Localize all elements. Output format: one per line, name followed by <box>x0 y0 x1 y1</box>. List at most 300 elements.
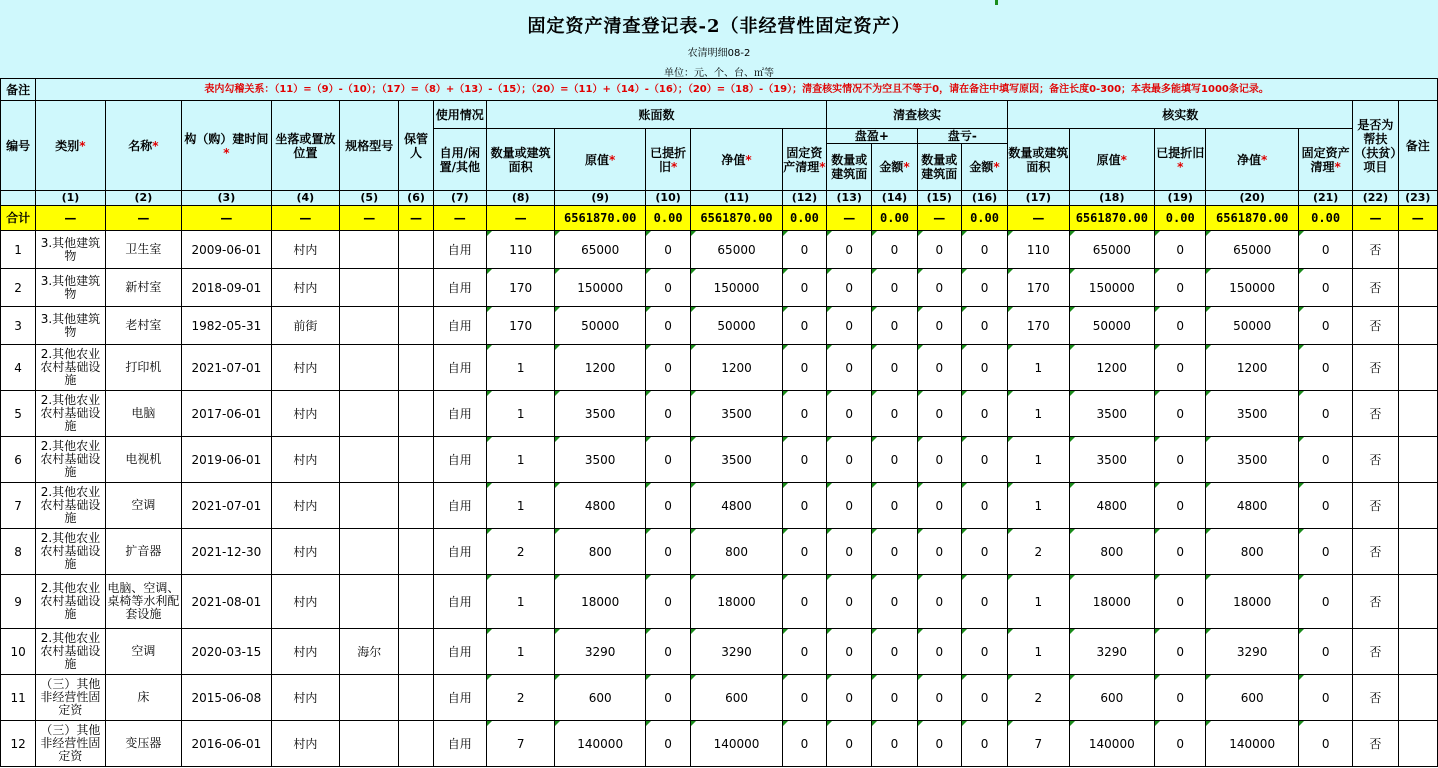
table-cell[interactable]: 0 <box>782 575 826 629</box>
table-cell[interactable] <box>399 629 433 675</box>
table-cell[interactable]: 800 <box>1206 529 1299 575</box>
table-cell[interactable]: 0 <box>645 269 690 307</box>
table-cell[interactable]: 0 <box>1155 269 1206 307</box>
table-cell[interactable]: 0 <box>961 269 1007 307</box>
table-cell[interactable]: 150000 <box>1206 269 1299 307</box>
table-cell[interactable]: 2.其他农业农村基础设施 <box>36 529 105 575</box>
table-cell[interactable]: 0 <box>645 483 690 529</box>
table-cell[interactable]: 50000 <box>691 307 783 345</box>
table-cell[interactable]: 0 <box>1298 483 1352 529</box>
table-cell[interactable]: 0 <box>872 483 917 529</box>
total-cell[interactable]: 6561870.00 <box>1069 206 1155 231</box>
table-cell[interactable] <box>340 307 399 345</box>
table-cell[interactable]: 2021-08-01 <box>182 575 272 629</box>
total-cell[interactable]: — <box>433 206 486 231</box>
table-cell[interactable]: 0 <box>961 437 1007 483</box>
table-cell[interactable]: 村内 <box>271 675 339 721</box>
table-cell[interactable]: 0 <box>1155 391 1206 437</box>
table-cell[interactable]: 0 <box>1298 629 1352 675</box>
table-cell[interactable]: 1 <box>486 483 554 529</box>
table-cell[interactable]: 2.其他农业农村基础设施 <box>36 437 105 483</box>
table-cell[interactable]: 0 <box>1298 529 1352 575</box>
table-cell[interactable]: 0 <box>1298 269 1352 307</box>
table-cell[interactable]: 2020-03-15 <box>182 629 272 675</box>
table-cell[interactable]: 0 <box>782 629 826 675</box>
table-cell[interactable]: 否 <box>1353 483 1398 529</box>
table-cell[interactable] <box>340 269 399 307</box>
total-cell[interactable]: 合计 <box>1 206 36 231</box>
table-cell[interactable]: 4 <box>1 345 36 391</box>
table-cell[interactable]: 0 <box>1155 437 1206 483</box>
table-cell[interactable]: 自用 <box>433 307 486 345</box>
table-cell[interactable]: 村内 <box>271 629 339 675</box>
table-cell[interactable]: 2 <box>486 675 554 721</box>
table-cell[interactable]: 自用 <box>433 231 486 269</box>
table-cell[interactable]: 3 <box>1 307 36 345</box>
table-cell[interactable] <box>399 575 433 629</box>
table-cell[interactable]: 1 <box>1008 437 1069 483</box>
table-cell[interactable] <box>399 675 433 721</box>
table-cell[interactable]: 1 <box>486 575 554 629</box>
table-cell[interactable]: 村内 <box>271 483 339 529</box>
table-cell[interactable]: 新村室 <box>105 269 181 307</box>
table-cell[interactable]: 0 <box>961 629 1007 675</box>
table-cell[interactable] <box>1398 575 1437 629</box>
table-cell[interactable]: 0 <box>917 675 961 721</box>
table-cell[interactable]: 5 <box>1 391 36 437</box>
table-cell[interactable]: 0 <box>782 529 826 575</box>
table-cell[interactable]: 3290 <box>1069 629 1155 675</box>
table-cell[interactable]: 前街 <box>271 307 339 345</box>
table-cell[interactable] <box>399 437 433 483</box>
table-cell[interactable]: 0 <box>1298 391 1352 437</box>
table-cell[interactable]: （三）其他非经营性固定资 <box>36 675 105 721</box>
total-cell[interactable]: — <box>1353 206 1398 231</box>
table-cell[interactable] <box>340 231 399 269</box>
table-cell[interactable]: 18000 <box>1206 575 1299 629</box>
table-cell[interactable]: 2009-06-01 <box>182 231 272 269</box>
table-cell[interactable]: 0 <box>917 721 961 767</box>
table-cell[interactable]: 0 <box>961 575 1007 629</box>
table-cell[interactable]: 2 <box>486 529 554 575</box>
table-cell[interactable] <box>340 675 399 721</box>
table-cell[interactable]: 140000 <box>1206 721 1299 767</box>
total-cell[interactable]: — <box>36 206 105 231</box>
table-cell[interactable]: 否 <box>1353 675 1398 721</box>
table-cell[interactable]: 0 <box>961 345 1007 391</box>
table-cell[interactable]: 0 <box>782 391 826 437</box>
table-cell[interactable]: 2 <box>1 269 36 307</box>
table-cell[interactable]: 否 <box>1353 307 1398 345</box>
table-cell[interactable]: 0 <box>1298 437 1352 483</box>
table-cell[interactable]: 0 <box>645 437 690 483</box>
table-cell[interactable]: 800 <box>1069 529 1155 575</box>
table-cell[interactable]: 0 <box>872 307 917 345</box>
table-cell[interactable]: 18000 <box>1069 575 1155 629</box>
table-cell[interactable]: 50000 <box>1069 307 1155 345</box>
table-cell[interactable]: 65000 <box>1069 231 1155 269</box>
total-cell[interactable]: — <box>486 206 554 231</box>
table-cell[interactable]: 1 <box>1008 629 1069 675</box>
table-cell[interactable]: 0 <box>1298 345 1352 391</box>
table-cell[interactable]: 0 <box>1155 721 1206 767</box>
table-cell[interactable]: 自用 <box>433 675 486 721</box>
table-cell[interactable] <box>1398 721 1437 767</box>
table-cell[interactable]: 1 <box>486 345 554 391</box>
table-cell[interactable]: 否 <box>1353 629 1398 675</box>
table-cell[interactable]: 0 <box>917 529 961 575</box>
table-cell[interactable] <box>399 391 433 437</box>
table-cell[interactable]: 0 <box>827 269 872 307</box>
total-cell[interactable]: — <box>182 206 272 231</box>
table-cell[interactable]: 0 <box>917 391 961 437</box>
table-cell[interactable]: 0 <box>1155 629 1206 675</box>
table-cell[interactable]: 0 <box>917 575 961 629</box>
table-cell[interactable]: 170 <box>486 307 554 345</box>
table-cell[interactable]: 2016-06-01 <box>182 721 272 767</box>
table-cell[interactable]: 村内 <box>271 269 339 307</box>
table-cell[interactable]: 海尔 <box>340 629 399 675</box>
table-cell[interactable] <box>1398 675 1437 721</box>
table-cell[interactable] <box>399 721 433 767</box>
table-cell[interactable]: 0 <box>645 721 690 767</box>
table-cell[interactable]: 电脑、空调、桌椅等水利配套设施 <box>105 575 181 629</box>
table-cell[interactable]: 1982-05-31 <box>182 307 272 345</box>
table-cell[interactable]: 0 <box>782 721 826 767</box>
table-cell[interactable] <box>1398 391 1437 437</box>
total-cell[interactable]: — <box>1398 206 1437 231</box>
table-cell[interactable]: 1 <box>1008 345 1069 391</box>
table-cell[interactable]: 170 <box>1008 307 1069 345</box>
table-cell[interactable]: 1 <box>1008 391 1069 437</box>
table-cell[interactable]: 0 <box>917 307 961 345</box>
table-cell[interactable]: 3500 <box>691 391 783 437</box>
table-cell[interactable]: 4800 <box>555 483 646 529</box>
table-cell[interactable]: 0 <box>917 345 961 391</box>
table-cell[interactable]: 3500 <box>555 391 646 437</box>
total-cell[interactable]: 6561870.00 <box>691 206 783 231</box>
table-cell[interactable]: 村内 <box>271 575 339 629</box>
table-cell[interactable]: 0 <box>872 529 917 575</box>
table-cell[interactable]: 18000 <box>555 575 646 629</box>
table-cell[interactable]: 170 <box>486 269 554 307</box>
table-cell[interactable]: 800 <box>555 529 646 575</box>
table-cell[interactable]: 1 <box>1008 483 1069 529</box>
table-cell[interactable]: 2.其他农业农村基础设施 <box>36 575 105 629</box>
table-cell[interactable]: 0 <box>1155 575 1206 629</box>
table-cell[interactable]: 3500 <box>555 437 646 483</box>
table-cell[interactable]: 否 <box>1353 437 1398 483</box>
table-cell[interactable]: 0 <box>872 629 917 675</box>
table-cell[interactable]: 自用 <box>433 721 486 767</box>
table-cell[interactable] <box>340 483 399 529</box>
table-cell[interactable]: 0 <box>1298 675 1352 721</box>
table-cell[interactable]: 0 <box>645 307 690 345</box>
table-cell[interactable]: 打印机 <box>105 345 181 391</box>
table-cell[interactable]: 3500 <box>1206 437 1299 483</box>
table-cell[interactable] <box>1398 437 1437 483</box>
total-cell[interactable]: — <box>917 206 961 231</box>
table-cell[interactable]: （三）其他非经营性固定资 <box>36 721 105 767</box>
table-cell[interactable]: 0 <box>872 721 917 767</box>
table-cell[interactable]: 600 <box>555 675 646 721</box>
table-cell[interactable]: 12 <box>1 721 36 767</box>
table-cell[interactable]: 0 <box>827 675 872 721</box>
table-cell[interactable]: 3290 <box>555 629 646 675</box>
table-cell[interactable]: 0 <box>827 437 872 483</box>
table-cell[interactable]: 1 <box>486 391 554 437</box>
table-cell[interactable]: 0 <box>782 437 826 483</box>
total-cell[interactable]: 0.00 <box>1298 206 1352 231</box>
table-cell[interactable]: 3290 <box>691 629 783 675</box>
table-cell[interactable]: 7 <box>486 721 554 767</box>
table-cell[interactable]: 9 <box>1 575 36 629</box>
table-cell[interactable]: 1 <box>486 437 554 483</box>
table-cell[interactable] <box>399 231 433 269</box>
table-cell[interactable]: 0 <box>645 345 690 391</box>
table-cell[interactable]: 1200 <box>555 345 646 391</box>
table-cell[interactable]: 3500 <box>1206 391 1299 437</box>
table-cell[interactable]: 8 <box>1 529 36 575</box>
total-cell[interactable]: 0.00 <box>782 206 826 231</box>
table-cell[interactable]: 0 <box>1155 529 1206 575</box>
table-cell[interactable]: 110 <box>1008 231 1069 269</box>
table-cell[interactable]: 0 <box>1155 345 1206 391</box>
table-cell[interactable]: 床 <box>105 675 181 721</box>
total-cell[interactable]: 0.00 <box>872 206 917 231</box>
table-cell[interactable]: 1 <box>486 629 554 675</box>
table-cell[interactable]: 村内 <box>271 437 339 483</box>
table-cell[interactable]: 0 <box>872 575 917 629</box>
table-cell[interactable]: 0 <box>1298 575 1352 629</box>
table-cell[interactable]: 自用 <box>433 629 486 675</box>
table-cell[interactable]: 自用 <box>433 345 486 391</box>
table-cell[interactable]: 0 <box>1298 721 1352 767</box>
total-cell[interactable]: 0.00 <box>645 206 690 231</box>
table-cell[interactable]: 0 <box>827 307 872 345</box>
table-cell[interactable]: 0 <box>827 721 872 767</box>
table-cell[interactable]: 空调 <box>105 483 181 529</box>
table-cell[interactable]: 2018-09-01 <box>182 269 272 307</box>
table-cell[interactable]: 2 <box>1008 675 1069 721</box>
table-cell[interactable]: 140000 <box>555 721 646 767</box>
table-cell[interactable]: 0 <box>782 483 826 529</box>
table-cell[interactable]: 3.其他建筑物 <box>36 269 105 307</box>
table-cell[interactable] <box>1398 483 1437 529</box>
table-cell[interactable]: 10 <box>1 629 36 675</box>
table-cell[interactable]: 0 <box>645 629 690 675</box>
table-cell[interactable]: 3500 <box>1069 437 1155 483</box>
table-cell[interactable]: 150000 <box>691 269 783 307</box>
table-cell[interactable]: 0 <box>917 269 961 307</box>
table-cell[interactable]: 50000 <box>555 307 646 345</box>
table-cell[interactable]: 170 <box>1008 269 1069 307</box>
table-cell[interactable] <box>340 437 399 483</box>
table-cell[interactable]: 0 <box>917 231 961 269</box>
table-cell[interactable]: 村内 <box>271 721 339 767</box>
table-cell[interactable]: 0 <box>1155 483 1206 529</box>
table-cell[interactable]: 0 <box>872 231 917 269</box>
table-cell[interactable]: 自用 <box>433 269 486 307</box>
table-cell[interactable]: 0 <box>961 529 1007 575</box>
table-cell[interactable]: 自用 <box>433 575 486 629</box>
table-cell[interactable]: 电视机 <box>105 437 181 483</box>
table-cell[interactable]: 0 <box>961 675 1007 721</box>
table-cell[interactable]: 老村室 <box>105 307 181 345</box>
table-cell[interactable]: 2019-06-01 <box>182 437 272 483</box>
table-cell[interactable] <box>399 269 433 307</box>
table-cell[interactable] <box>399 529 433 575</box>
table-cell[interactable]: 0 <box>827 575 872 629</box>
table-cell[interactable]: 11 <box>1 675 36 721</box>
table-cell[interactable]: 7 <box>1008 721 1069 767</box>
table-cell[interactable]: 空调 <box>105 629 181 675</box>
table-cell[interactable]: 4800 <box>691 483 783 529</box>
table-cell[interactable]: 0 <box>782 269 826 307</box>
table-cell[interactable]: 2.其他农业农村基础设施 <box>36 629 105 675</box>
table-cell[interactable]: 0 <box>961 391 1007 437</box>
total-cell[interactable]: 6561870.00 <box>1206 206 1299 231</box>
table-cell[interactable]: 村内 <box>271 345 339 391</box>
table-cell[interactable]: 0 <box>917 629 961 675</box>
table-cell[interactable]: 0 <box>1298 307 1352 345</box>
table-cell[interactable] <box>399 307 433 345</box>
total-cell[interactable]: — <box>105 206 181 231</box>
total-cell[interactable]: — <box>271 206 339 231</box>
table-cell[interactable]: 600 <box>1069 675 1155 721</box>
table-cell[interactable]: 自用 <box>433 483 486 529</box>
table-cell[interactable]: 140000 <box>691 721 783 767</box>
table-cell[interactable]: 0 <box>961 231 1007 269</box>
table-cell[interactable] <box>340 721 399 767</box>
table-cell[interactable]: 0 <box>872 437 917 483</box>
table-cell[interactable]: 自用 <box>433 391 486 437</box>
table-cell[interactable]: 2021-12-30 <box>182 529 272 575</box>
table-cell[interactable]: 0 <box>827 529 872 575</box>
table-cell[interactable]: 0 <box>827 629 872 675</box>
table-cell[interactable]: 0 <box>782 231 826 269</box>
table-cell[interactable]: 2 <box>1008 529 1069 575</box>
table-cell[interactable]: 0 <box>782 345 826 391</box>
table-cell[interactable]: 1 <box>1008 575 1069 629</box>
table-cell[interactable]: 3.其他建筑物 <box>36 231 105 269</box>
table-cell[interactable]: 1200 <box>691 345 783 391</box>
table-cell[interactable]: 3.其他建筑物 <box>36 307 105 345</box>
table-cell[interactable] <box>1398 269 1437 307</box>
table-cell[interactable]: 18000 <box>691 575 783 629</box>
table-cell[interactable]: 电脑 <box>105 391 181 437</box>
table-cell[interactable] <box>340 529 399 575</box>
table-cell[interactable]: 150000 <box>1069 269 1155 307</box>
table-cell[interactable]: 110 <box>486 231 554 269</box>
table-cell[interactable]: 4800 <box>1206 483 1299 529</box>
table-cell[interactable]: 0 <box>961 483 1007 529</box>
table-cell[interactable]: 否 <box>1353 269 1398 307</box>
table-cell[interactable] <box>1398 307 1437 345</box>
table-cell[interactable]: 0 <box>917 437 961 483</box>
table-cell[interactable]: 2021-07-01 <box>182 345 272 391</box>
table-cell[interactable]: 2021-07-01 <box>182 483 272 529</box>
table-cell[interactable]: 65000 <box>691 231 783 269</box>
table-cell[interactable]: 600 <box>1206 675 1299 721</box>
table-cell[interactable] <box>1398 529 1437 575</box>
table-cell[interactable]: 0 <box>872 675 917 721</box>
table-cell[interactable]: 2017-06-01 <box>182 391 272 437</box>
table-cell[interactable]: 村内 <box>271 529 339 575</box>
table-cell[interactable]: 村内 <box>271 391 339 437</box>
table-cell[interactable]: 6 <box>1 437 36 483</box>
total-cell[interactable]: — <box>340 206 399 231</box>
table-cell[interactable]: 0 <box>827 391 872 437</box>
table-cell[interactable]: 1200 <box>1206 345 1299 391</box>
table-cell[interactable]: 0 <box>1155 307 1206 345</box>
table-cell[interactable]: 否 <box>1353 231 1398 269</box>
table-cell[interactable]: 3500 <box>1069 391 1155 437</box>
table-cell[interactable]: 0 <box>645 575 690 629</box>
table-cell[interactable]: 0 <box>645 529 690 575</box>
table-cell[interactable]: 否 <box>1353 529 1398 575</box>
table-cell[interactable]: 2.其他农业农村基础设施 <box>36 345 105 391</box>
table-cell[interactable] <box>1398 629 1437 675</box>
table-cell[interactable]: 否 <box>1353 391 1398 437</box>
table-cell[interactable]: 村内 <box>271 231 339 269</box>
table-cell[interactable]: 自用 <box>433 437 486 483</box>
table-cell[interactable]: 150000 <box>555 269 646 307</box>
table-cell[interactable]: 否 <box>1353 345 1398 391</box>
table-cell[interactable] <box>340 575 399 629</box>
table-cell[interactable]: 0 <box>782 307 826 345</box>
table-cell[interactable]: 2015-06-08 <box>182 675 272 721</box>
table-cell[interactable]: 0 <box>827 345 872 391</box>
table-cell[interactable]: 800 <box>691 529 783 575</box>
table-cell[interactable]: 0 <box>1155 675 1206 721</box>
table-cell[interactable]: 140000 <box>1069 721 1155 767</box>
table-cell[interactable]: 3500 <box>691 437 783 483</box>
total-cell[interactable]: — <box>1008 206 1069 231</box>
table-cell[interactable]: 变压器 <box>105 721 181 767</box>
table-cell[interactable]: 7 <box>1 483 36 529</box>
table-cell[interactable] <box>1398 345 1437 391</box>
total-cell[interactable]: 6561870.00 <box>555 206 646 231</box>
table-cell[interactable]: 0 <box>872 345 917 391</box>
table-cell[interactable]: 0 <box>645 675 690 721</box>
table-cell[interactable]: 600 <box>691 675 783 721</box>
table-cell[interactable]: 4800 <box>1069 483 1155 529</box>
table-cell[interactable] <box>399 483 433 529</box>
table-cell[interactable]: 0 <box>872 391 917 437</box>
table-cell[interactable]: 3290 <box>1206 629 1299 675</box>
table-cell[interactable]: 0 <box>961 307 1007 345</box>
total-cell[interactable]: 0.00 <box>1155 206 1206 231</box>
table-cell[interactable]: 0 <box>782 675 826 721</box>
total-cell[interactable]: — <box>827 206 872 231</box>
table-cell[interactable]: 卫生室 <box>105 231 181 269</box>
table-cell[interactable]: 0 <box>961 721 1007 767</box>
table-cell[interactable]: 65000 <box>555 231 646 269</box>
table-cell[interactable]: 0 <box>645 231 690 269</box>
total-cell[interactable]: — <box>399 206 433 231</box>
table-cell[interactable]: 否 <box>1353 721 1398 767</box>
table-cell[interactable]: 1 <box>1 231 36 269</box>
table-cell[interactable]: 0 <box>1155 231 1206 269</box>
table-cell[interactable] <box>399 345 433 391</box>
table-cell[interactable]: 2.其他农业农村基础设施 <box>36 483 105 529</box>
table-cell[interactable]: 0 <box>917 483 961 529</box>
table-cell[interactable] <box>340 391 399 437</box>
table-cell[interactable]: 0 <box>645 391 690 437</box>
table-cell[interactable]: 2.其他农业农村基础设施 <box>36 391 105 437</box>
table-cell[interactable]: 0 <box>827 483 872 529</box>
